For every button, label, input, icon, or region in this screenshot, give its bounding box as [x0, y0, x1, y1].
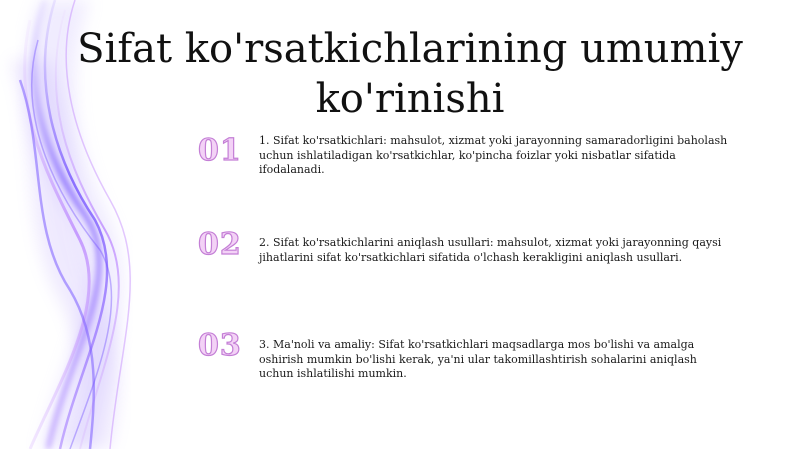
item-number: 03: [198, 328, 242, 363]
item-text: 1. Sifat ko'rsatkichlari: mahsulot, xizmat yoki jarayonning samaradorligini baholash uchun ishlatiladigan ko'rsatkichlar, ko'pincha foizlar yoki nisbatlar sifatida ifodalanadi.: [259, 134, 728, 176]
item-text: 3. Ma'noli va amaliy: Sifat ko'rsatkichlari maqsadlarga mos bo'lishi va amalga oshirish mumkin bo'lishi kerak, ya'ni ular takomillashtirish sohalarini aniqlash uchun ishlatilishi mumkin.: [259, 338, 697, 380]
item-number: 01: [198, 133, 242, 168]
item-number: 02: [198, 227, 242, 262]
item-text: 2. Sifat ko'rsatkichlarini aniqlash usullari: mahsulot, xizmat yoki jarayonning qaysi jihatlarini sifat ko'rsatkichlari sifatida o'lchash kerakligini aniqlash usullari.: [259, 236, 722, 264]
slide-title: Sifat ko'rsatkichlarining umumiy ko'rinishi: [77, 26, 743, 122]
